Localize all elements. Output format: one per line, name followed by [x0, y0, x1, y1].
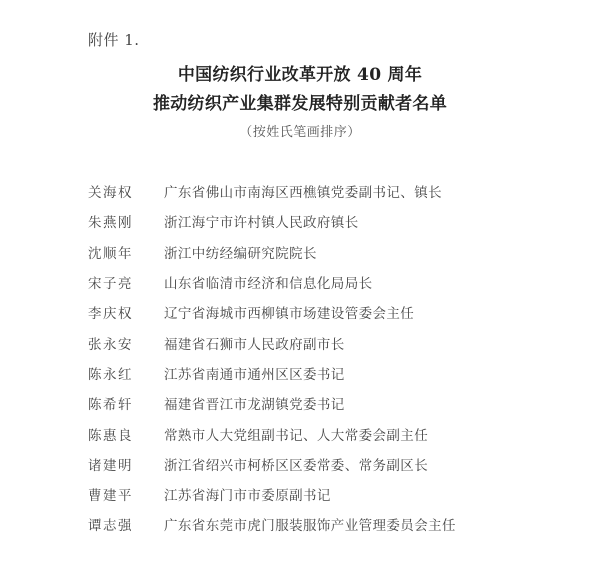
- list-item: [88, 479, 588, 509]
- contributor-name: 张永安: [88, 336, 133, 353]
- contributor-name: 陈希轩: [88, 397, 133, 414]
- contributor-name: 陈惠良: [88, 427, 133, 444]
- list-item: [88, 388, 588, 418]
- contributor-position: 广东省佛山市南海区西樵镇党委副书记、镇长: [164, 185, 442, 202]
- list-item: [88, 418, 588, 448]
- list-item: [88, 267, 588, 297]
- contributor-position: 浙江海宁市许村镇人民政府镇长: [164, 215, 359, 232]
- contributor-name: 沈顺年: [88, 245, 133, 262]
- contributor-name: 陈永红: [88, 366, 133, 383]
- contributor-position: 福建省石狮市人民政府副市长: [164, 336, 345, 353]
- contributor-name: 宋子亮: [88, 276, 133, 293]
- contributor-name: 曹建平: [88, 488, 133, 505]
- contributor-name: 诸建明: [88, 457, 133, 474]
- list-item: [88, 237, 588, 267]
- contributor-name: 谭志强: [88, 518, 133, 535]
- contributor-position: 福建省晋江市龙湖镇党委书记: [164, 397, 345, 414]
- list-item: [88, 176, 588, 206]
- contributor-position: 辽宁省海城市西柳镇市场建设管委会主任: [164, 306, 415, 323]
- list-item: [88, 206, 588, 236]
- contributor-position: 江苏省南通市通州区区委书记: [164, 366, 345, 383]
- contributor-name: 李庆权: [88, 306, 133, 323]
- contributor-position: 山东省临清市经济和信息化局局长: [164, 276, 373, 293]
- contributor-position: 浙江中纺经编研究院院长: [164, 245, 317, 262]
- list-item: [88, 449, 588, 479]
- contributor-position: 广东省东莞市虎门服装服饰产业管理委员会主任: [164, 518, 456, 535]
- attachment-label: 附件 1.: [88, 31, 140, 49]
- contributor-position: 常熟市人大党组副书记、人大常委会副主任: [164, 427, 429, 444]
- contributor-name: 朱燕刚: [88, 215, 133, 232]
- list-item: [88, 327, 588, 357]
- list-item: [88, 358, 588, 388]
- contributor-position: 江苏省海门市市委原副书记: [164, 488, 331, 505]
- sort-note: （按姓氏笔画排序）: [239, 125, 361, 140]
- contributor-name: 关海权: [88, 185, 133, 202]
- list-item: [88, 297, 588, 327]
- contributor-list: [88, 176, 588, 540]
- document-title-line-2: 推动纺织产业集群发展特别贡献者名单: [152, 94, 448, 114]
- document-title-line-1: 中国纺织行业改革开放 40 周年: [177, 65, 423, 85]
- list-item: [88, 509, 588, 539]
- contributor-position: 浙江省绍兴市柯桥区区委常委、常务副区长: [164, 457, 429, 474]
